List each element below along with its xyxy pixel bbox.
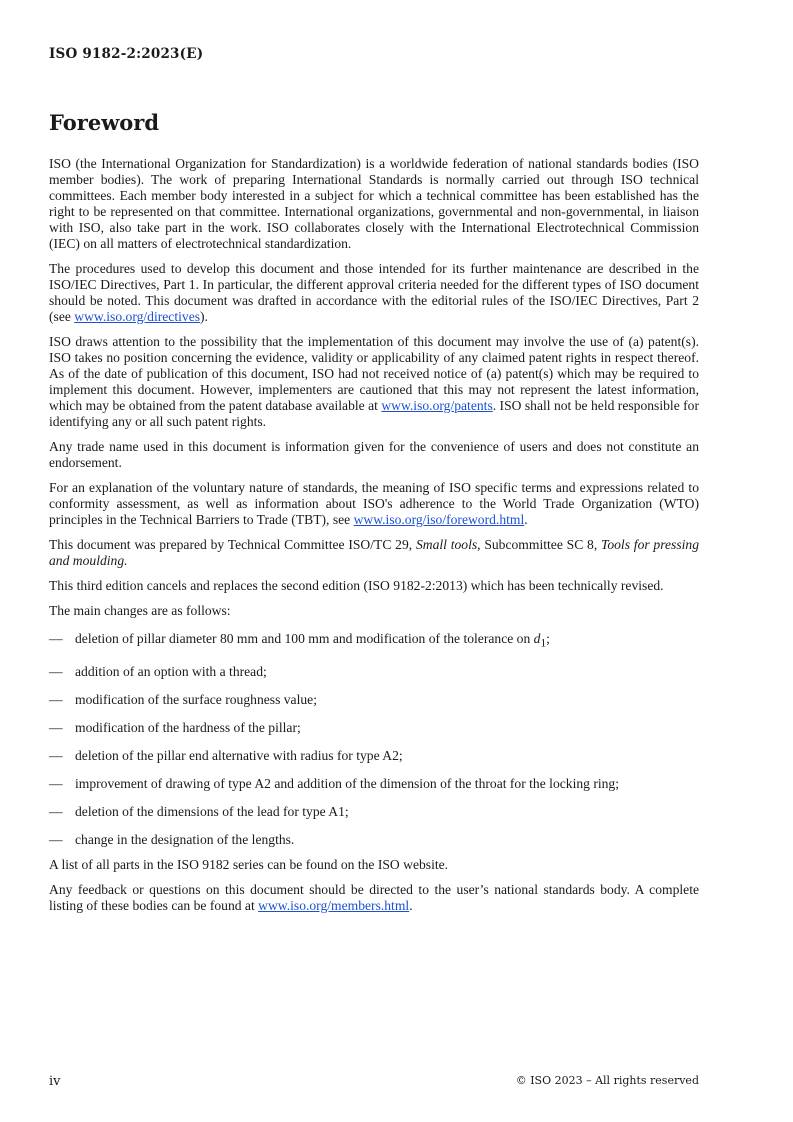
list-item-text: modification of the surface roughness value; xyxy=(75,691,317,707)
paragraph-text: ISO draws attention to the possibility that the implementation of this document may involve the use of (a) patent(s). ISO takes no position concerning the evidence, validity or applicability of any claimed patent rights in respect thereof. As of the date of publication of this document, ISO had not received notice of (a) patent(s) which may be required to implement this document. However, implementers are cautioned that this may not represent the latest information, which may be obtained from the patent database available at xyxy=(49,334,699,413)
list-item xyxy=(49,832,699,848)
document-identifier: ISO 9182-2:2023(E) xyxy=(49,46,204,62)
paragraph-series-list: A list of all parts in the ISO 9182 series can be found on the ISO website. xyxy=(49,856,449,872)
paragraph-text: . ISO shall not be held responsible for identifying any or all such patent rights. xyxy=(49,398,699,429)
dash-marker: — xyxy=(49,803,63,819)
directives-link[interactable]: www.iso.org/directives xyxy=(74,309,201,324)
paragraph-text: Any feedback or questions on this document should be directed to the user’s national standards body. A complete listing of these bodies can be found at xyxy=(49,881,699,913)
dash-marker: — xyxy=(49,663,63,679)
list-item xyxy=(49,776,699,792)
paragraph-text: The procedures used to develop this document and those intended for its further maintenance are described in the ISO/IEC Directives, Part 1. In particular, the different approval criteria needed for the different types of ISO document should be noted. This document was drafted in accordance with the editorial rules of the ISO/IEC Directives, Part 2 (see xyxy=(49,261,699,324)
list-item-text: deletion of the dimensions of the lead for type A1; xyxy=(75,803,349,819)
page-number: iv xyxy=(49,1074,61,1089)
paragraph-patents xyxy=(49,334,699,430)
paragraph-text: . xyxy=(409,897,413,913)
paragraph-text: . xyxy=(524,512,528,527)
paragraph-changes-intro: The main changes are as follows: xyxy=(49,603,231,618)
changes-list xyxy=(49,631,699,848)
copyright-notice: © ISO 2023 – All rights reserved xyxy=(515,1074,699,1087)
list-item-text: deletion of the pillar end alternative with radius for type A2; xyxy=(75,747,403,763)
list-item xyxy=(49,692,699,708)
paragraph-procedures xyxy=(49,261,699,325)
list-item xyxy=(49,748,699,764)
list-item-text: modification of the hardness of the pillar; xyxy=(75,719,301,735)
subcommittee-title: Tools for pressing and moulding. xyxy=(49,537,700,568)
foreword-link[interactable]: www.iso.org/iso/foreword.html xyxy=(353,512,525,527)
paragraph-text: For an explanation of the voluntary nature of standards, the meaning of ISO specific terms and expressions related to conformity assessment, as well as information about ISO's adherence to the World Trade Organization (WTO) principles in the Technical Barriers to Trade (TBT), see xyxy=(49,480,699,527)
paragraph-iso-intro: ISO (the International Organization for Standardization) is a worldwide federation of national standards bodies (ISO member bodies). The work of preparing International Standards is normally carried out through ISO technical committees. Each member body interested in a subject for which a technical committee has been established has the right to be represented on that committee. International organizations, governmental and non-governmental, in liaison with ISO, also take part in the work. ISO collaborates closely with the International Electrotechnical Commission (IEC) on all matters of electrotechnical standardization. xyxy=(49,156,699,251)
paragraph-text: This document was prepared by Technical Committee ISO/TC 29, xyxy=(49,537,416,552)
members-link[interactable]: www.iso.org/members.html xyxy=(258,897,410,913)
paragraph-edition: This third edition cancels and replaces the second edition (ISO 9182-2:2013) which has been technically revised. xyxy=(49,578,664,593)
variable-symbol: d xyxy=(533,631,541,646)
foreword-body xyxy=(49,156,699,923)
list-item xyxy=(49,664,699,680)
paragraph-text: ). xyxy=(200,309,208,324)
dash-marker: — xyxy=(49,631,63,646)
page-title: Foreword xyxy=(49,110,160,135)
list-item-text: improvement of drawing of type A2 and addition of the dimension of the throat for the locking ring; xyxy=(75,775,620,791)
list-item-text: deletion of pillar diameter 80 mm and 100 mm and modification of the tolerance on xyxy=(75,631,534,646)
patents-link[interactable]: www.iso.org/patents xyxy=(381,398,493,413)
list-item xyxy=(49,720,699,736)
dash-marker: — xyxy=(49,691,63,707)
list-item-text: addition of an option with a thread; xyxy=(75,663,267,679)
paragraph-voluntary-nature xyxy=(49,480,699,528)
dash-marker: — xyxy=(49,747,63,763)
committee-title: Small tools xyxy=(415,537,478,552)
list-item-text: change in the designation of the lengths. xyxy=(75,831,295,847)
paragraph-text: , Subcommittee SC 8, xyxy=(477,537,602,552)
paragraph-feedback xyxy=(49,882,699,914)
dash-marker: — xyxy=(49,775,63,791)
list-item xyxy=(49,804,699,820)
variable-subscript: 1 xyxy=(540,637,547,650)
list-item xyxy=(49,631,699,652)
dash-marker: — xyxy=(49,719,63,735)
list-item-text: ; xyxy=(546,631,550,646)
paragraph-trade-name: Any trade name used in this document is information given for the convenience of users and does not constitute an endorsement. xyxy=(49,439,699,470)
dash-marker: — xyxy=(49,831,63,847)
paragraph-committee xyxy=(49,537,699,569)
